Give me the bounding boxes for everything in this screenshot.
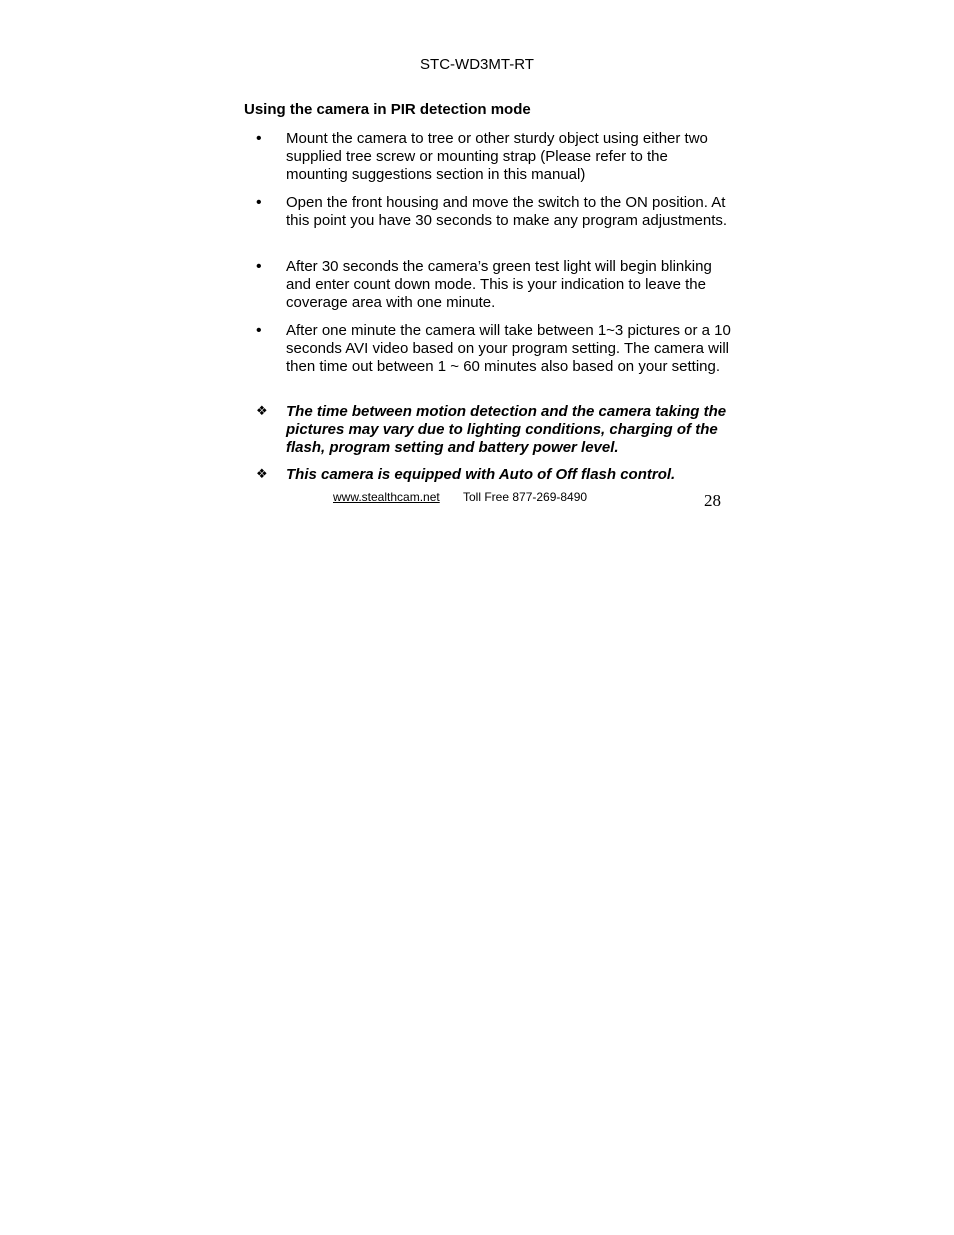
diamond-bullet-icon: ❖ [256,467,268,482]
bullet-icon: • [256,130,262,147]
page-number: 28 [704,491,721,510]
website-link[interactable]: www.stealthcam.net [333,490,440,504]
document-header-model: STC-WD3MT-RT [420,56,534,73]
list-item-text: After one minute the camera will take between 1~3 pictures or a 10 seconds AVI video based on your program setting. The camera will then time out between 1 ~ 60 minutes also based on your setting. [286,322,731,375]
list-item-text: Open the front housing and move the switch to the ON position. At this point you have 30 seconds to make any program adjustments. [286,194,728,229]
toll-free-phone: Toll Free 877-269-8490 [463,490,588,504]
note-text: This camera is equipped with Auto of Off flash control. [286,466,676,483]
diamond-bullet-icon: ❖ [256,404,268,419]
section-heading: Using the camera in PIR detection mode [244,101,531,118]
bullet-icon: • [256,258,262,275]
list-item-text: Mount the camera to tree or other sturdy object using either two supplied tree screw or mounting strap (Please refer to the mounting suggestions section in this manual) [286,130,708,183]
bullet-icon: • [256,194,262,211]
bullet-icon: • [256,322,262,339]
note-text: The time between motion detection and the camera taking the pictures may vary due to lighting conditions, charging of the flash, program setting and battery power level. [286,403,727,456]
list-item-text: After 30 seconds the camera’s green test light will begin blinking and enter count down mode. This is your indication to leave the coverage area with one minute. [286,258,712,311]
